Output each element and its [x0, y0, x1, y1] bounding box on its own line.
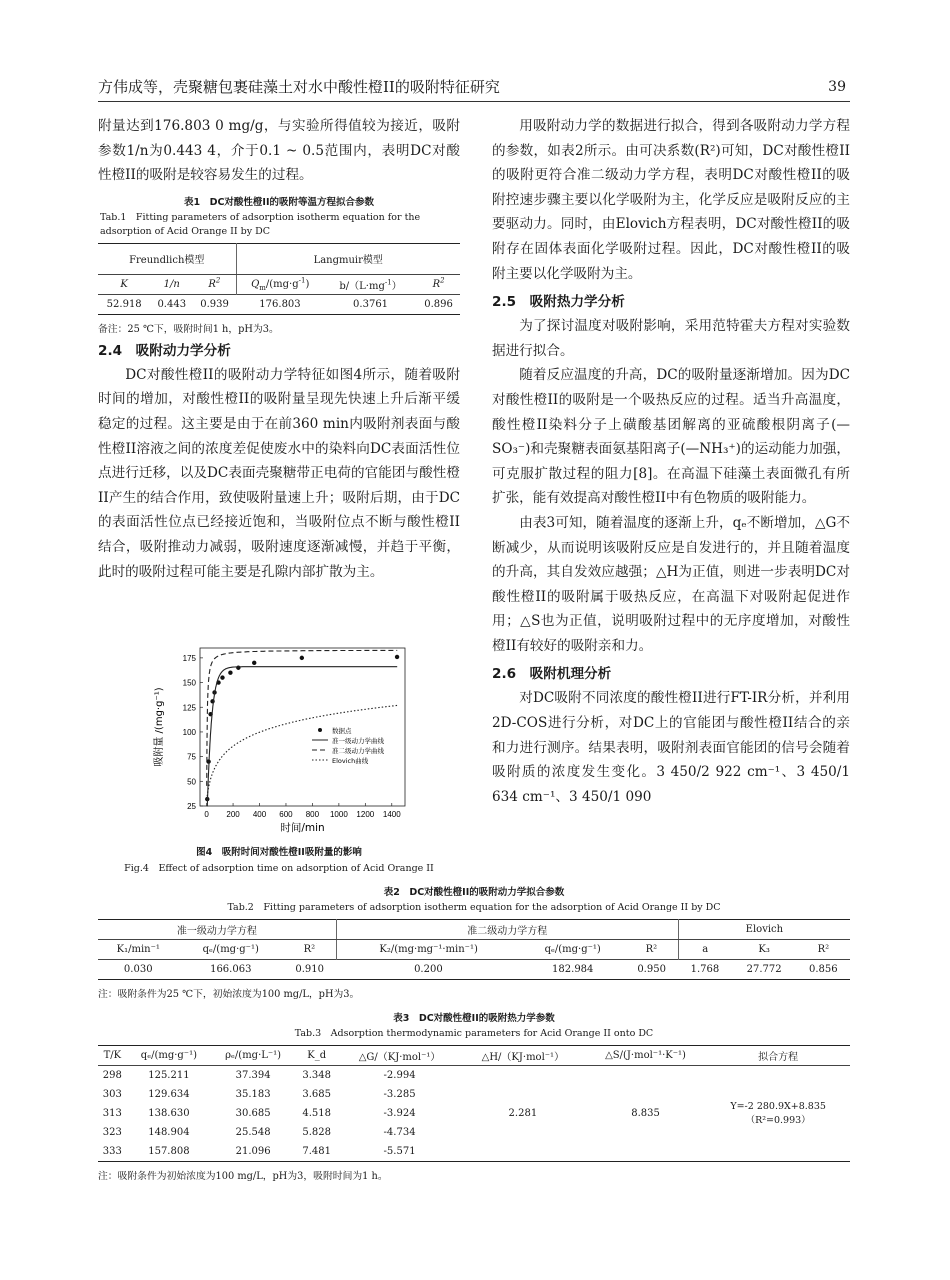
table1-note: 备注：25 ℃下，吸附时间1 h，pH为3。: [98, 323, 279, 335]
table3-cell: 30.685: [235, 1108, 271, 1119]
y-tick-label: 50: [187, 777, 196, 787]
table1-group-langmuir: Langmuir模型: [236, 243, 460, 274]
table3-cell: 303: [102, 1089, 122, 1100]
table2-header: a: [678, 940, 731, 960]
legend-marker: [318, 728, 322, 732]
table3-cell: 298: [102, 1070, 122, 1081]
table2-header: R²: [817, 944, 830, 955]
table3-header: ρₑ/(mg·L⁻¹): [225, 1050, 282, 1061]
table3-header: △G/（KJ·mol⁻¹）: [358, 1052, 441, 1063]
fig4-caption-zh: 图4 吸附时间对酸性橙II吸附量的影响: [196, 847, 362, 858]
data-point: [220, 675, 224, 679]
table1-cell: 0.443: [157, 298, 187, 310]
table3-header: 拟合方程: [758, 1052, 799, 1063]
table3-cell: -4.734: [383, 1127, 416, 1138]
fig4-plot-area: [152, 648, 405, 834]
y-axis-label: 吸附量 /(mg·g⁻¹): [154, 687, 165, 767]
y-tick-label: 150: [182, 678, 196, 688]
table3-cell: 25.548: [235, 1127, 271, 1138]
table1-cell: 0.896: [424, 298, 453, 310]
table3-header: K_d: [307, 1050, 327, 1061]
table3-equation-r2: （R²=0.993）: [745, 1115, 811, 1126]
table2-header: K₃: [758, 944, 770, 955]
legend-label: Elovich曲线: [332, 757, 369, 765]
table2-cell: 0.856: [809, 964, 838, 975]
table1-cell: 0.3761: [353, 298, 389, 310]
table2-header: qₑ/(mg·g⁻¹): [202, 944, 259, 955]
legend-label: 准二级动力学曲线: [332, 747, 384, 755]
table1-cell: 0.939: [200, 298, 229, 310]
x-tick-label: 0: [204, 810, 209, 819]
table2-cell: 1.768: [690, 964, 720, 975]
y-tick-label: 125: [182, 703, 196, 713]
table1-caption-en: Tab.1 Fitting parameters of adsorption isotherm equation for the adsorption of Acid Orange II by DC: [100, 211, 421, 237]
table2-cell: 27.772: [746, 964, 782, 975]
table3-cell: -3.924: [383, 1108, 416, 1119]
table3-header: T/K: [103, 1050, 122, 1061]
table2-header: R²: [645, 944, 658, 955]
table3-caption-en: Tab.3 Adsorption thermodynamic parameters for Acid Orange II onto DC: [294, 1028, 654, 1039]
table3-cell: -2.994: [383, 1070, 416, 1081]
table2-header: qₑ/(mg·g⁻¹): [544, 944, 601, 955]
table3-note: 注：吸附条件为初始浓度为100 mg/L，pH为3，吸附时间为1 h。: [98, 1171, 388, 1182]
table1-col-b: $b/(L\cdot mg^{-1})$: [339, 278, 402, 292]
table3-cell: 125.211: [148, 1070, 190, 1081]
table2-cell: 0.200: [414, 964, 443, 975]
y-tick-label: 25: [187, 802, 196, 811]
table3-cell: 7.481: [302, 1146, 331, 1157]
table2-group-elovich: Elovich: [678, 920, 850, 940]
x-tick-label: 800: [305, 810, 320, 819]
page-number: 39: [828, 79, 846, 95]
x-tick-label: 1400: [382, 810, 401, 819]
table1-col-k: K: [120, 278, 128, 290]
x-tick-label: 1200: [356, 810, 375, 819]
table2: [98, 919, 850, 980]
table2-note: 注：吸附条件为25 ℃下，初始浓度为100 mg/L，pH为3。: [98, 989, 360, 1000]
table3-header: △S/(J·mol⁻¹·K⁻¹): [605, 1050, 686, 1061]
table3-cell: -5.571: [383, 1146, 416, 1157]
table3-block: [98, 1010, 850, 1182]
table2-header: K₂/(mg·mg⁻¹·min⁻¹): [336, 940, 520, 960]
table3-cell: 3.685: [302, 1089, 331, 1100]
x-tick-label: 600: [279, 810, 293, 819]
x-axis-label: 时间/min: [280, 822, 325, 834]
table2-cell: 0.950: [637, 964, 666, 975]
table2-cell: 0.030: [123, 964, 153, 975]
table1-col-qm: $Q_m/(mg\cdot g^{-1})$: [236, 274, 324, 294]
table1-group-freundlich: Freundlich模型: [98, 243, 236, 274]
table3-cell: 157.808: [148, 1146, 190, 1157]
table2-block: [98, 884, 850, 1000]
section-heading-2-5: 2.5 吸附热力学分析: [492, 294, 625, 311]
table2-caption-en: Tab.2 Fitting parameters of adsorption isotherm equation for the adsorption of Acid Orange II by DC: [227, 902, 721, 913]
table1: [98, 243, 460, 315]
table1-col-r2b: $R^2$: [432, 276, 445, 290]
running-header-title: 方伟成等，壳聚糖包裹硅藻土对水中酸性橙II的吸附特征研究: [98, 78, 500, 96]
table1-col-1n: 1/n: [163, 278, 180, 290]
table3-cell: 333: [102, 1146, 122, 1157]
table3-cell: 313: [102, 1108, 122, 1119]
table3-cell: -3.285: [383, 1089, 416, 1100]
data-point: [236, 666, 240, 670]
table3-cell: 35.183: [235, 1089, 271, 1100]
section-2-4-paragraph: DC对酸性橙II的吸附动力学特征如图4所示，随着吸附时间的增加，对酸性橙II的吸附量呈现先快速上升后渐平缓稳定的过程。这主要是由于在前360 min内吸附剂表面与酸性橙II溶液之间的浓度差促使废水中的染料向DC表面活性位点进行迁移，以及DC表面壳聚糖带正电荷的官能团与酸性橙II产生的结合作用，致使吸附量速上升；吸附后期，由于DC的表面活性位点已经接近饱和，当吸附位点不断与酸性橙II结合，吸附推动力减弱，吸附速度逐渐减慢，并趋于平衡，此时的吸附过程可能主要是孔隙内部扩散为主。: [98, 366, 460, 580]
table3-header: △H/（KJ·mol⁻¹）: [481, 1052, 565, 1063]
legend-label: 准一级动力学曲线: [332, 737, 384, 745]
x-tick-label: 200: [226, 810, 240, 819]
table3-cell: 5.828: [302, 1127, 331, 1138]
table3-delta-s: 8.835: [631, 1108, 660, 1119]
data-point: [395, 655, 399, 659]
table3: [98, 1045, 850, 1162]
table2-caption-zh: 表2 DC对酸性橙II的吸附动力学拟合参数: [383, 887, 565, 898]
y-tick-label: 100: [182, 727, 196, 737]
header-rule: [98, 101, 850, 102]
right-paragraph-4: 由表3可知，随着温度的逐渐上升，qₑ不断增加，△G不断减少，从而说明该吸附反应是自发进行的，并且随着温度的升高，其自发效应越强；△H为正值，则进一步表明DC对酸性橙II的吸附属于吸热反应，在高温下对吸附起促进作用；△S也为正值，说明吸附过程中的无序度增加，对酸性橙II有较好的吸附亲和力。: [492, 514, 850, 654]
legend-label: 数据点: [332, 727, 352, 735]
table1-cell: 52.918: [106, 298, 142, 310]
table3-delta-h: 2.281: [508, 1108, 538, 1119]
table2-cell: 0.910: [295, 964, 324, 975]
y-tick-label: 75: [187, 752, 196, 762]
x-tick-label: 400: [252, 810, 267, 819]
table2-cell: 166.063: [210, 964, 252, 975]
table3-caption-zh: 表3 DC对酸性橙II的吸附热力学参数: [393, 1013, 555, 1024]
table3-cell: 138.630: [148, 1108, 190, 1119]
intro-paragraph: 附量达到176.803 0 mg/g，与实验所得值较为接近，吸附参数1/n为0.443 4，介于0.1 ~ 0.5范围内，表明DC对酸性橙II的吸附是较容易发生的过程。: [98, 118, 460, 184]
data-point: [252, 661, 256, 665]
right-paragraph-5: 对DC吸附不同浓度的酸性橙II进行FT-IR分析，并利用2D-COS进行分析，对DC上的官能团与酸性橙II结合的亲和力进行测序。结果表明，吸附剂表面官能团的信号会随着吸附质的浓度发生变化。3 450/2 922 cm⁻¹、3 450/1 634 cm⁻¹、3 450/1 090: [492, 690, 850, 805]
series-curve-pso: [207, 650, 398, 786]
fig4-caption-en: Fig.4 Effect of adsorption time on adsorption of Acid Orange II: [124, 863, 434, 874]
table2-cell: 182.984: [552, 964, 594, 975]
table3-cell: 129.634: [148, 1089, 190, 1100]
table2-header: R²: [303, 944, 316, 955]
fig4-chart: [140, 640, 430, 840]
table3-cell: 3.348: [302, 1070, 331, 1081]
table3-equation: [706, 1066, 850, 1162]
table2-header: K₁/min⁻¹: [116, 944, 160, 955]
table3-cell: 323: [102, 1127, 122, 1138]
table1-col-r2: $R^2$: [208, 276, 221, 290]
table3-cell: 37.394: [235, 1070, 271, 1081]
data-point: [300, 656, 304, 660]
table1-cell: 176.803: [259, 298, 301, 310]
table3-cell: 148.904: [148, 1127, 190, 1138]
section-heading-2-6: 2.6 吸附机理分析: [492, 666, 612, 683]
table2-group-pso: 准二级动力学方程: [336, 920, 678, 940]
right-column: [492, 114, 850, 809]
right-paragraph-2: 为了探讨温度对吸附影响，采用范特霍夫方程对实验数据进行拟合。: [492, 318, 850, 359]
right-paragraph-1: 用吸附动力学的数据进行拟合，得到各吸附动力学方程的参数，如表2所示。由可决系数(R²)可知，DC对酸性橙II的吸附更符合准二级动力学方程，表明DC对酸性橙II的吸附控速步骤主要以化学吸附为主，化学反应是吸附反应的主要驱动力。同时，由Elovich方程表明，DC对酸性橙II的吸附存在固体表面化学吸附过程。因此，DC对酸性橙II的吸附主要以化学吸附为主。: [492, 118, 850, 282]
left-column: [98, 114, 460, 584]
table3-cell: 4.518: [302, 1108, 331, 1119]
right-paragraph-3: 随着反应温度的升高，DC的吸附量逐渐增加。因为DC对酸性橙II的吸附是一个吸热反应的过程。适当升高温度，酸性橙II染料分子上磺酸基团解离的亚硫酸根阴离子(—SO₃⁻)和壳聚糖表面氨基阳离子(—NH₃⁺)的运动能力加强，可克服扩散过程的阻力[8]。在高温下硅藻土表面微孔有所扩张，能有效提高对酸性橙II中有色物质的吸附能力。: [492, 367, 850, 507]
section-heading-2-4: 2.4 吸附动力学分析: [98, 342, 231, 359]
data-point: [228, 670, 232, 674]
table3-cell: 21.096: [235, 1146, 271, 1157]
table2-group-pfo: 准一级动力学方程: [98, 920, 336, 940]
y-tick-label: 175: [182, 653, 196, 663]
x-tick-label: 1000: [329, 810, 348, 819]
table1-caption-zh: 表1 DC对酸性橙II的吸附等温方程拟合参数: [183, 196, 375, 208]
table3-equation-text: Y=-2 280.9X+8.835: [730, 1101, 826, 1112]
table3-header: qₑ/(mg·g⁻¹): [140, 1050, 197, 1061]
